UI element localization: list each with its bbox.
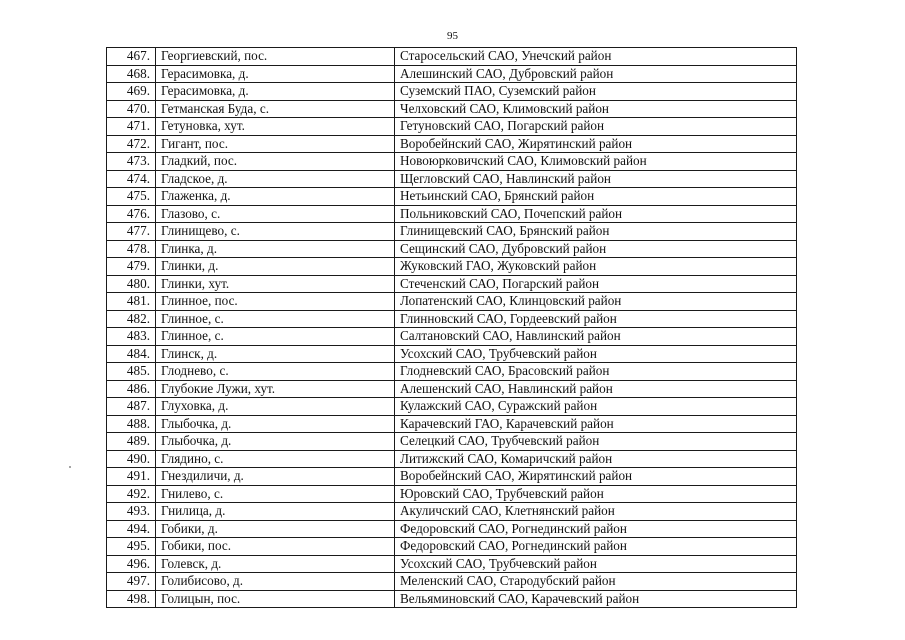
settlement-name: Глыбочка, д. bbox=[156, 415, 395, 433]
administrative-area: Селецкий САО, Трубчевский район bbox=[395, 433, 797, 451]
table-row bbox=[107, 65, 797, 83]
administrative-area: Стеченский САО, Погарский район bbox=[395, 275, 797, 293]
table-row bbox=[107, 363, 797, 381]
settlement-name: Глинск, д. bbox=[156, 345, 395, 363]
administrative-area: Челховский САО, Климовский район bbox=[395, 100, 797, 118]
table-row bbox=[107, 503, 797, 521]
administrative-area: Воробейнский САО, Жирятинский район bbox=[395, 135, 797, 153]
row-number: 475. bbox=[107, 188, 156, 206]
row-number: 498. bbox=[107, 590, 156, 608]
settlement-name: Гигант, пос. bbox=[156, 135, 395, 153]
administrative-area: Салтановский САО, Навлинский район bbox=[395, 328, 797, 346]
settlement-name: Герасимовка, д. bbox=[156, 83, 395, 101]
administrative-area: Федоровский САО, Рогнединский район bbox=[395, 538, 797, 556]
table-row bbox=[107, 205, 797, 223]
settlement-name: Гладское, д. bbox=[156, 170, 395, 188]
administrative-area: Нетьинский САО, Брянский район bbox=[395, 188, 797, 206]
row-number: 485. bbox=[107, 363, 156, 381]
settlement-name: Глодневo, с. bbox=[156, 363, 395, 381]
row-number: 468. bbox=[107, 65, 156, 83]
settlement-name: Глинки, хут. bbox=[156, 275, 395, 293]
table-row bbox=[107, 328, 797, 346]
row-number: 470. bbox=[107, 100, 156, 118]
table-row bbox=[107, 240, 797, 258]
table-row bbox=[107, 590, 797, 608]
settlement-name: Гетуновка, хут. bbox=[156, 118, 395, 136]
settlement-name: Гнилево, с. bbox=[156, 485, 395, 503]
settlement-name: Глуховка, д. bbox=[156, 398, 395, 416]
settlement-name: Глинное, пос. bbox=[156, 293, 395, 311]
settlement-name: Глинка, д. bbox=[156, 240, 395, 258]
row-number: 483. bbox=[107, 328, 156, 346]
scan-speck bbox=[69, 466, 71, 468]
table-row bbox=[107, 293, 797, 311]
row-number: 490. bbox=[107, 450, 156, 468]
settlement-name: Гетманская Буда, с. bbox=[156, 100, 395, 118]
row-number: 494. bbox=[107, 520, 156, 538]
settlements-table bbox=[106, 47, 797, 608]
table-row bbox=[107, 398, 797, 416]
row-number: 473. bbox=[107, 153, 156, 171]
administrative-area: Юровский САО, Трубчевский район bbox=[395, 485, 797, 503]
row-number: 469. bbox=[107, 83, 156, 101]
row-number: 467. bbox=[107, 48, 156, 66]
administrative-area: Сещинский САО, Дубровский район bbox=[395, 240, 797, 258]
table-row bbox=[107, 415, 797, 433]
administrative-area: Меленский САО, Стародубский район bbox=[395, 573, 797, 591]
administrative-area: Щегловский САО, Навлинский район bbox=[395, 170, 797, 188]
table-row bbox=[107, 468, 797, 486]
row-number: 472. bbox=[107, 135, 156, 153]
table-row bbox=[107, 310, 797, 328]
table-row bbox=[107, 573, 797, 591]
administrative-area: Усохский САО, Трубчевский район bbox=[395, 345, 797, 363]
table-row bbox=[107, 555, 797, 573]
settlement-name: Глыбочка, д. bbox=[156, 433, 395, 451]
administrative-area: Глодневский САО, Брасовский район bbox=[395, 363, 797, 381]
table-row bbox=[107, 538, 797, 556]
table-row bbox=[107, 345, 797, 363]
row-number: 471. bbox=[107, 118, 156, 136]
row-number: 497. bbox=[107, 573, 156, 591]
row-number: 480. bbox=[107, 275, 156, 293]
row-number: 496. bbox=[107, 555, 156, 573]
administrative-area: Глинновский САО, Гордеевский район bbox=[395, 310, 797, 328]
administrative-area: Воробейнский САО, Жирятинский район bbox=[395, 468, 797, 486]
settlement-name: Герасимовка, д. bbox=[156, 65, 395, 83]
table-row bbox=[107, 153, 797, 171]
row-number: 489. bbox=[107, 433, 156, 451]
administrative-area: Усохский САО, Трубчевский район bbox=[395, 555, 797, 573]
table-row bbox=[107, 520, 797, 538]
settlement-name: Голевск, д. bbox=[156, 555, 395, 573]
row-number: 486. bbox=[107, 380, 156, 398]
administrative-area: Акуличский САО, Клетнянский район bbox=[395, 503, 797, 521]
administrative-area: Жуковский ГАО, Жуковский район bbox=[395, 258, 797, 276]
administrative-area: Алешинский САО, Дубровский район bbox=[395, 65, 797, 83]
row-number: 492. bbox=[107, 485, 156, 503]
administrative-area: Новоюрковичский САО, Климовский район bbox=[395, 153, 797, 171]
settlement-name: Гобики, д. bbox=[156, 520, 395, 538]
row-number: 479. bbox=[107, 258, 156, 276]
table-row bbox=[107, 485, 797, 503]
table-row bbox=[107, 380, 797, 398]
settlement-name: Глинное, с. bbox=[156, 328, 395, 346]
administrative-area: Суземский ПАО, Суземский район bbox=[395, 83, 797, 101]
table-row bbox=[107, 118, 797, 136]
settlement-name: Глинки, д. bbox=[156, 258, 395, 276]
settlement-name: Глаженка, д. bbox=[156, 188, 395, 206]
table-row bbox=[107, 48, 797, 66]
row-number: 478. bbox=[107, 240, 156, 258]
settlements-table-body bbox=[107, 48, 797, 608]
row-number: 487. bbox=[107, 398, 156, 416]
row-number: 495. bbox=[107, 538, 156, 556]
administrative-area: Литижский САО, Комаричский район bbox=[395, 450, 797, 468]
row-number: 488. bbox=[107, 415, 156, 433]
settlement-name: Голицын, пос. bbox=[156, 590, 395, 608]
row-number: 491. bbox=[107, 468, 156, 486]
table-row bbox=[107, 135, 797, 153]
settlement-name: Глинищево, с. bbox=[156, 223, 395, 241]
table-row bbox=[107, 170, 797, 188]
table-row bbox=[107, 83, 797, 101]
table-row bbox=[107, 450, 797, 468]
row-number: 477. bbox=[107, 223, 156, 241]
table-row bbox=[107, 223, 797, 241]
settlement-name: Гнилица, д. bbox=[156, 503, 395, 521]
administrative-area: Польниковский САО, Почепский район bbox=[395, 205, 797, 223]
settlement-name: Гобики, пос. bbox=[156, 538, 395, 556]
page-number: 95 bbox=[447, 30, 458, 42]
administrative-area: Федоровский САО, Рогнединский район bbox=[395, 520, 797, 538]
table-row bbox=[107, 258, 797, 276]
administrative-area: Лопатенский САО, Клинцовский район bbox=[395, 293, 797, 311]
settlement-name: Глинное, с. bbox=[156, 310, 395, 328]
row-number: 474. bbox=[107, 170, 156, 188]
administrative-area: Алешенский САО, Навлинский район bbox=[395, 380, 797, 398]
table-row bbox=[107, 100, 797, 118]
row-number: 476. bbox=[107, 205, 156, 223]
settlement-name: Глазово, с. bbox=[156, 205, 395, 223]
administrative-area: Кулажский САО, Суражский район bbox=[395, 398, 797, 416]
settlement-name: Гладкий, пос. bbox=[156, 153, 395, 171]
table-row bbox=[107, 433, 797, 451]
settlement-name: Глубокие Лужи, хут. bbox=[156, 380, 395, 398]
settlement-name: Голибисово, д. bbox=[156, 573, 395, 591]
administrative-area: Глинищевский САО, Брянский район bbox=[395, 223, 797, 241]
row-number: 493. bbox=[107, 503, 156, 521]
settlement-name: Георгиевский, пос. bbox=[156, 48, 395, 66]
administrative-area: Карачевский ГАО, Карачевский район bbox=[395, 415, 797, 433]
table-row bbox=[107, 275, 797, 293]
administrative-area: Гетуновский САО, Погарский район bbox=[395, 118, 797, 136]
row-number: 481. bbox=[107, 293, 156, 311]
row-number: 482. bbox=[107, 310, 156, 328]
administrative-area: Вельяминовский САО, Карачевский район bbox=[395, 590, 797, 608]
table-row bbox=[107, 188, 797, 206]
administrative-area: Старосельский САО, Унечский район bbox=[395, 48, 797, 66]
row-number: 484. bbox=[107, 345, 156, 363]
settlement-name: Гнездиличи, д. bbox=[156, 468, 395, 486]
settlement-name: Глядино, с. bbox=[156, 450, 395, 468]
